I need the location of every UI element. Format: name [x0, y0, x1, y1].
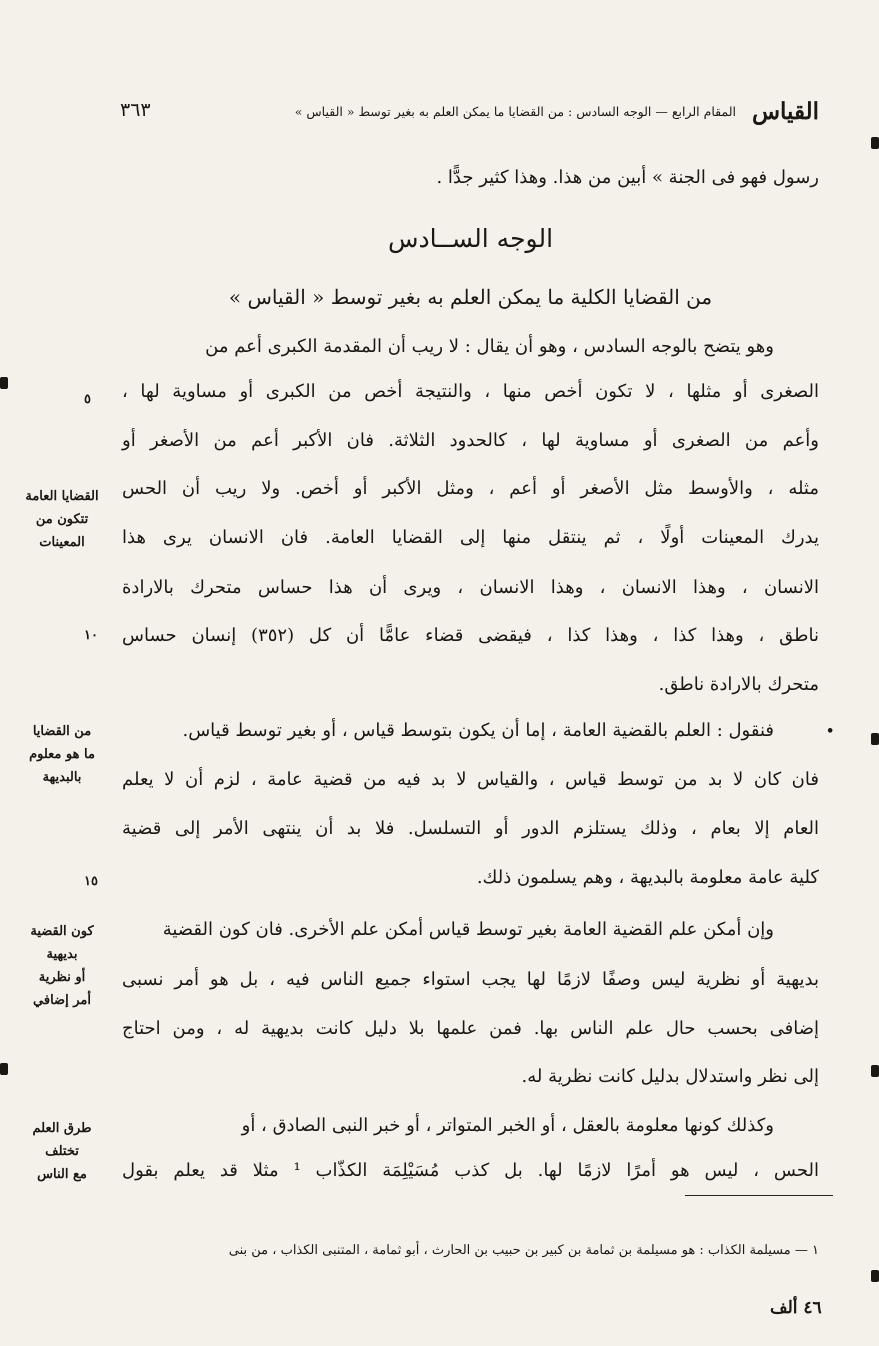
- line-number-10: ١٠: [84, 628, 98, 643]
- margin-note-line: أمر إضافي: [33, 993, 91, 1008]
- footnote: ١ — مسيلمة الكذاب : هو مسيلمة بن ثمامة بن كبير بن حبيب بن الحارث ، أبو ثمامة ، المتنبى الكذاب ، من بنى: [228, 1243, 819, 1258]
- body-line: الصغرى أو مثلها ، لا تكون أخص منها ، والنتيجة أخص من الكبرى أو مساوية لها ،: [122, 381, 819, 402]
- line-number-5: ٥: [84, 392, 91, 407]
- body-line: الانسان ، وهذا الانسان ، وهذا الانسان ، ويرى أن هذا حساس متحرك بالارادة: [122, 577, 819, 598]
- body-line: مثله ، والأوسط مثل الأصغر أو أعم ، ومثل الأكبر أو أخص. ولا ريب أن الحس: [122, 478, 819, 499]
- scan-edge-mark: [0, 377, 8, 389]
- running-head: المقام الرابع — الوجه السادس : من القضايا ما يمكن العلم به بغير توسط « القياس »: [294, 104, 736, 119]
- margin-note-line: مع الناس: [37, 1167, 87, 1182]
- margin-note-line: ما هو معلوم: [29, 747, 95, 762]
- section-heading: الوجه الســادس: [387, 224, 554, 253]
- body-line: إلى نظر واستدلال بدليل كانت نظرية له.: [521, 1066, 819, 1087]
- margin-note: [16, 720, 108, 789]
- margin-note: [16, 1117, 108, 1186]
- section-subheading: من القضايا الكلية ما يمكن العلم به بغير توسط « القياس »: [228, 285, 713, 309]
- margin-note-line: كون القضية: [30, 924, 94, 939]
- footnote-rule: [685, 1195, 833, 1196]
- margin-note-line: المعينات: [39, 535, 85, 550]
- body-line: يدرك المعينات أولًا ، ثم ينتقل منها إلى القضايا العامة. فان الانسان يرى هذا: [122, 527, 819, 548]
- margin-note-line: بديهية: [46, 947, 78, 962]
- body-line: فان كان لا بد من توسط قياس ، والقياس لا بد فيه من قضية عامة ، لزم أن لا يعلم: [122, 769, 819, 790]
- margin-note-line: من القضايا: [32, 724, 92, 739]
- page-number: ٣٦٣: [120, 99, 151, 121]
- body-line: وكذلك كونها معلومة بالعقل ، أو الخبر المتواتر ، أو خبر النبى الصادق ، أو: [241, 1115, 774, 1136]
- margin-note-line: بالبديهة: [42, 770, 82, 785]
- margin-note-line: تتكون من: [35, 512, 89, 527]
- body-line: بديهية أو نظرية ليس وصفًا لازمًا لها يجب استواء جميع الناس فيه ، بل هو أمر نسبى: [122, 969, 819, 990]
- margin-note-line: القضايا العامة: [25, 489, 99, 504]
- body-line: متحرك بالارادة ناطق.: [658, 674, 819, 695]
- body-line: كلية عامة معلومة بالبديهة ، وهم يسلمون ذلك.: [476, 867, 819, 888]
- body-line: رسول فهو فى الجنة » أبين من هذا. وهذا كثير جدًّا .: [436, 167, 819, 188]
- body-line: وهو يتضح بالوجه السادس ، وهو أن يقال : لا ريب أن المقدمة الكبرى أعم من: [205, 336, 774, 357]
- body-line: ناطق ، وهذا كذا ، وهذا كذا ، فيقضى قضاء عامًّا أن كل (٣٥٢) إنسان حساس: [122, 625, 819, 646]
- body-line: وأعم من الصغرى أو مساوية لها ، كالحدود الثلاثة. فان الأكبر أعم من الأصغر أو: [122, 430, 819, 451]
- body-line: العام إلا بعام ، وذلك يستلزم الدور أو التسلسل. فلا بد أن ينتهى الأمر إلى قضية: [122, 818, 819, 839]
- scan-edge-mark: [871, 733, 879, 745]
- margin-note: [16, 920, 108, 1012]
- margin-note-line: تختلف: [45, 1144, 79, 1159]
- scan-edge-mark: [0, 1063, 8, 1075]
- body-line: إضافى بحسب حال علم الناس بها. فمن علمها بلا دليل كانت بديهية له ، ومن احتاج: [122, 1018, 819, 1039]
- body-line: الحس ، ليس هو أمرًا لازمًا لها. بل كذب مُسَيْلِمَة الكذّاب ¹ مثلا قد يعلم بقول: [122, 1160, 819, 1181]
- header-title: القياس: [751, 98, 819, 125]
- body-line: فنقول : العلم بالقضية العامة ، إما أن يكون بتوسط قياس ، أو بغير توسط قياس.: [182, 720, 774, 741]
- margin-note-line: أو نظرية: [38, 970, 86, 985]
- scan-edge-mark: [871, 1270, 879, 1282]
- margin-note: [16, 485, 108, 554]
- scan-edge-mark: [871, 137, 879, 149]
- paragraph-marker: •: [826, 724, 835, 739]
- line-number-15: ١٥: [84, 874, 98, 889]
- margin-note-line: طرق العلم: [32, 1121, 92, 1136]
- body-line: وإن أمكن علم القضية العامة بغير توسط قياس أمكن علم الأخرى. فان كون القضية: [162, 919, 774, 940]
- signature-mark: ٤٦ ألف: [770, 1298, 822, 1318]
- scan-edge-mark: [871, 1065, 879, 1077]
